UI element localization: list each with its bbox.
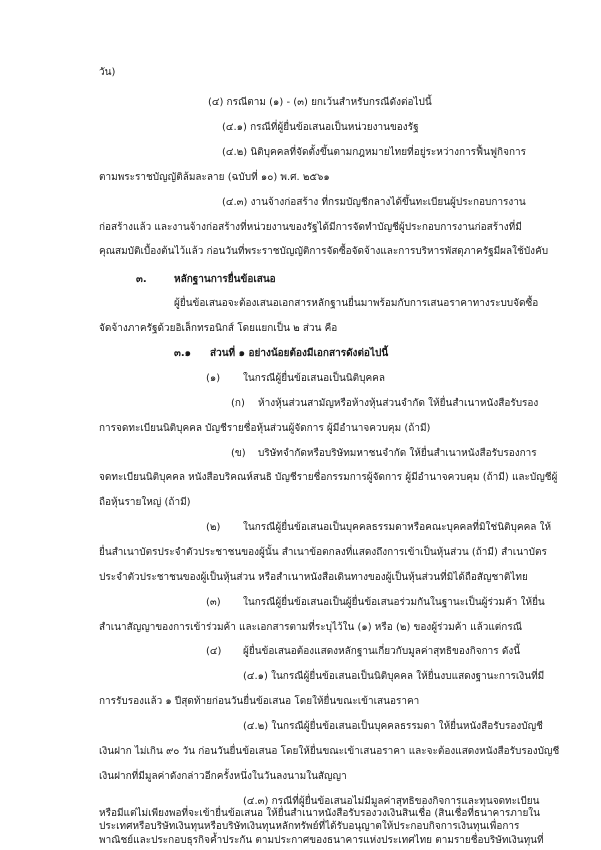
text-line-clause-4-1: (๔.๑) กรณีที่ผู้ยื่นข้อเสนอเป็นหน่วยงานของรัฐ — [222, 122, 419, 133]
item-4-1-text-cont: การรับรองแล้ว ๑ ปีสุดท้ายก่อนวันยื่นข้อเสนอ โดยให้ยื่นขณะเข้าเสนอราคา — [99, 696, 420, 707]
item-4-2-text: (๔.๒) ในกรณีผู้ยื่นข้อเสนอเป็นบุคคลธรรมดา ให้ยื่นหนังสือรับรองบัญชี — [243, 721, 543, 732]
section-3-heading: หลักฐานการยื่นข้อเสนอ — [174, 274, 276, 285]
text-line-clause-4-2: (๔.๒) นิติบุคคลที่จัดตั้งขึ้นตามกฎหมายไทยที่อยู่ระหว่างการฟื้นฟูกิจการ — [222, 147, 527, 158]
item-2-text-cont-2: ประจำตัวประชาชนของผู้เป็นหุ้นส่วน หรือสำเนาหนังสือเดินทางของผู้เป็นหุ้นส่วนที่มิได้ถือสัญชาติไทย — [99, 572, 528, 583]
item-1a-number: (ก) — [231, 398, 245, 409]
item-3-text-cont: สำเนาสัญญาของการเข้าร่วมค้า และเอกสารตามที่ระบุไว้ใน (๑) หรือ (๒) ของผู้ร่วมค้า แล้วแต่กรณี — [99, 622, 523, 633]
item-4-number: (๔) — [206, 646, 222, 657]
section-3-number: ๓. — [136, 274, 147, 285]
subsection-3-1-number: ๓.๑ — [174, 348, 191, 359]
item-4-3-text-cont-1: หรือมีแต่ไม่เพียงพอที่จะเข้ายื่นข้อเสนอ ให้ยื่นสำเนาหนังสือรับรองวงเงินสินเชื่อ (สินเชื่อที่ธนาคารภายใน — [99, 808, 541, 819]
item-3-number: (๓) — [206, 597, 221, 608]
item-1a-text: ห้างหุ้นส่วนสามัญหรือห้างหุ้นส่วนจำกัด ให้ยื่นสำเนาหนังสือรับรอง — [258, 398, 539, 409]
item-3-text: ในกรณีผู้ยื่นข้อเสนอเป็นผู้ยื่นข้อเสนอร่วมกันในฐานะเป็นผู้ร่วมค้า ให้ยื่น — [243, 597, 545, 608]
text-line-section-3-intro: ผู้ยื่นข้อเสนอจะต้องเสนอเอกสารหลักฐานยื่นมาพร้อมกับการเสนอราคาทางระบบจัดซื้อ — [174, 298, 539, 309]
text-line-clause-4-3: (๔.๓) งานจ้างก่อสร้าง ที่กรมบัญชีกลางได้ขึ้นทะเบียนผู้ประกอบการงาน — [222, 197, 526, 208]
item-1-number: (๑) — [206, 373, 221, 384]
item-2-text: ในกรณีผู้ยื่นข้อเสนอเป็นบุคคลธรรมดาหรือคณะบุคคลที่มิใช่นิติบุคคล ให้ — [243, 522, 552, 533]
item-4-1-text: (๔.๑) ในกรณีผู้ยื่นข้อเสนอเป็นนิติบุคคล ให้ยื่นงบแสดงฐานะการเงินที่มี — [243, 671, 545, 682]
text-line-clause-4-2-cont: ตามพระราชบัญญัติล้มละลาย (ฉบับที่ ๑๐) พ.ศ. ๒๕๖๑ — [99, 172, 330, 183]
item-1-text: ในกรณีผู้ยื่นข้อเสนอเป็นนิติบุคคล — [243, 373, 385, 384]
item-2-text-cont-1: ยื่นสำเนาบัตรประจำตัวประชาชนของผู้นั้น สำเนาข้อตกลงที่แสดงถึงการเข้าเป็นหุ้นส่วน (ถ้ามี) สำเนาบัตร — [99, 547, 547, 558]
item-4-3-text-cont-2: ประเทศหรือบริษัทเงินทุนหรือบริษัทเงินทุนหลักทรัพย์ที่ได้รับอนุญาตให้ประกอบกิจการเงินทุนเพื่อการ — [99, 821, 520, 832]
item-1a-text-cont: การจดทะเบียนนิติบุคคล บัญชีรายชื่อหุ้นส่วนผู้จัดการ ผู้มีอำนาจควบคุม (ถ้ามี) — [99, 423, 431, 434]
item-4-3-text-cont-3: พาณิชย์และประกอบธุรกิจค้ำประกัน ตามประกาศของธนาคารแห่งประเทศไทย ตามรายชื่อบริษัทเงินทุนที่ — [99, 835, 544, 846]
item-2-number: (๒) — [206, 522, 221, 533]
item-1b-number: (ข) — [231, 448, 246, 459]
item-1b-text-cont-1: จดทะเบียนนิติบุคคล หนังสือบริคณห์สนธิ บัญชีรายชื่อกรรมการผู้จัดการ ผู้มีอำนาจควบคุม (ถ้ามี) และบัญชีผู้ — [99, 472, 558, 483]
item-4-2-text-cont-1: เงินฝาก ไม่เกิน ๙๐ วัน ก่อนวันยื่นข้อเสนอ โดยให้ยื่นขณะเข้าเสนอราคา และจะต้องแสดงหนังสือรับรองบัญชี — [99, 746, 560, 757]
item-1b-text-cont-2: ถือหุ้นรายใหญ่ (ถ้ามี) — [99, 497, 191, 508]
text-line-clause-4-3-cont-2: คุณสมบัติเบื้องต้นไว้แล้ว ก่อนวันที่พระราชบัญญัติการจัดซื้อจัดจ้างและการบริหารพัสดุภาครัฐมีผลใช้บังคับ — [99, 246, 549, 257]
item-4-text: ผู้ยื่นข้อเสนอต้องแสดงหลักฐานเกี่ยวกับมูลค่าสุทธิของกิจการ ดังนี้ — [243, 646, 521, 657]
text-line-clause-4-3-cont-1: ก่อสร้างแล้ว และงานจ้างก่อสร้างที่หน่วยงานของรัฐได้มีการจัดทำบัญชีผู้ประกอบการงานก่อสร้างที่มี — [99, 222, 522, 233]
text-line-clause-4: (๔) กรณีตาม (๑) - (๓) ยกเว้นสำหรับกรณีดังต่อไปนี้ — [208, 97, 432, 108]
subsection-3-1-heading: ส่วนที่ ๑ อย่างน้อยต้องมีเอกสารดังต่อไปนี้ — [210, 348, 389, 359]
item-4-3-text: (๔.๓) กรณีที่ผู้ยื่นข้อเสนอไม่มีมูลค่าสุทธิของกิจการและทุนจดทะเบียน — [243, 796, 540, 807]
item-4-2-text-cont-2: เงินฝากที่มีมูลค่าดังกล่าวอีกครั้งหนึ่งในวันลงนามในสัญญา — [99, 771, 347, 782]
text-line-section-3-intro-cont: จัดจ้างภาครัฐด้วยอิเล็กทรอนิกส์ โดยแยกเป็น ๒ ส่วน คือ — [99, 323, 338, 334]
item-1b-text: บริษัทจำกัดหรือบริษัทมหาชนจำกัด ให้ยื่นสำเนาหนังสือรับรองการ — [258, 448, 537, 459]
text-line-continuation: วัน) — [99, 67, 116, 78]
